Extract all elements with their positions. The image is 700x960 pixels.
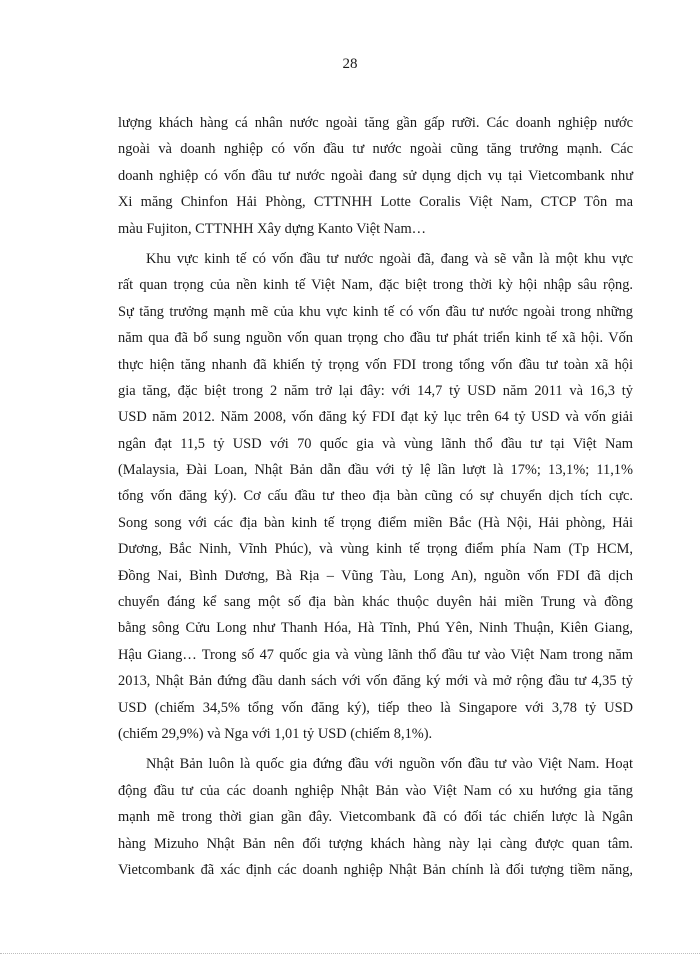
text-line: Hậu Giang… Trong số 47 quốc gia và vùng lãnh thổ đầu tư vào Việt Nam trong năm <box>118 646 633 663</box>
text-line: USD (chiếm 34,5% tổng vốn đăng ký), tiếp theo là Singapore với 3,78 tỷ USD <box>118 699 633 716</box>
text-line: bằng sông Cửu Long như Thanh Hóa, Hà Tĩnh, Phú Yên, Ninh Thuận, Kiên Giang, <box>118 620 633 637</box>
text-line: màu Fujiton, CTTNHH Xây dựng Kanto Việt Nam… <box>118 220 427 237</box>
body-text <box>118 110 633 883</box>
text-line: (Malaysia, Đài Loan, Nhật Bản dẫn đầu với tỷ lệ lần lượt là 17%; 13,1%; 11,1% <box>118 462 633 479</box>
text-line: Khu vực kinh tế có vốn đầu tư nước ngoài đã, đang và sẽ vẫn là một khu vực <box>146 250 633 267</box>
text-line: doanh nghiệp có vốn đầu tư nước ngoài đang sử dụng dịch vụ tại Vietcombank như <box>118 167 633 184</box>
page-bottom-divider <box>0 953 700 954</box>
text-line: hàng Mizuho Nhật Bản nên đối tượng khách hàng này lại càng được quan tâm. <box>118 835 633 852</box>
text-line: mạnh mẽ trong thời gian gần đây. Vietcombank đã có đối tác chiến lược là Ngân <box>118 809 633 826</box>
text-line: Xi măng Chinfon Hải Phòng, CTTNHH Lotte Coralis Việt Nam, CTCP Tôn ma <box>118 194 633 211</box>
text-line: USD năm 2012. Năm 2008, vốn đăng ký FDI đạt kỷ lục trên 64 tỷ USD và vốn giải <box>118 409 633 426</box>
text-line: 2013, Nhật Bản đứng đầu danh sách với vốn đăng ký mới và mở rộng đầu tư 4,35 tỷ <box>118 673 633 690</box>
text-line: rất quan trọng của nền kinh tế Việt Nam, đặc biệt trong thời kỳ hội nhập sâu rộng. <box>118 277 633 294</box>
text-line: thực hiện tăng nhanh đã khiến tỷ trọng vốn FDI trong tổng vốn đầu tư toàn xã hội <box>118 356 633 373</box>
text-line: chuyển đáng kể sang một số địa bàn khác thuộc duyên hải miền Trung và đồng <box>118 594 633 611</box>
paragraph-2 <box>118 246 633 747</box>
text-line: Sự tăng trưởng mạnh mẽ của khu vực kinh tế có vốn đầu tư nước ngoài trong những <box>118 303 633 320</box>
text-line: Vietcombank đã xác định các doanh nghiệp Nhật Bản chính là đối tượng tiềm năng, <box>118 861 633 878</box>
text-line: lượng khách hàng cá nhân nước ngoài tăng gần gấp rưỡi. Các doanh nghiệp nước <box>118 115 633 131</box>
text-line: tổng vốn đăng ký). Cơ cấu đầu tư theo địa bàn cũng có sự chuyển dịch tích cực. <box>118 488 633 505</box>
text-line: ngân đạt 11,5 tỷ USD với 70 quốc gia và vùng lãnh thổ đầu tư tại Việt Nam <box>118 435 633 452</box>
paragraph-3 <box>118 751 633 883</box>
text-line: (chiếm 29,9%) và Nga với 1,01 tỷ USD (chiếm 8,1%). <box>118 725 433 742</box>
text-line: Nhật Bản luôn là quốc gia đứng đầu với nguồn vốn đầu tư vào Việt Nam. Hoạt <box>146 756 633 773</box>
text-line: Đồng Nai, Bình Dương, Bà Rịa – Vũng Tàu, Long An), nguồn vốn FDI đã dịch <box>118 567 633 584</box>
text-line: Song song với các địa bàn kinh tế trọng điểm miền Bắc (Hà Nội, Hải phòng, Hải <box>118 514 633 531</box>
text-line: năm qua đã bổ sung nguồn vốn quan trọng cho đầu tư phát triển kinh tế xã hội. Vốn <box>118 330 633 347</box>
text-line: Dương, Bắc Ninh, Vĩnh Phúc), và vùng kinh tế trọng điểm phía Nam (Tp HCM, <box>118 541 633 558</box>
text-line: ngoài và doanh nghiệp có vốn đầu tư nước ngoài cũng tăng trưởng mạnh. Các <box>118 141 633 158</box>
text-line: gia tăng, đặc biệt trong 2 năm trở lại đây: với 14,7 tỷ USD năm 2011 và 16,3 tỷ <box>118 382 633 399</box>
paragraph-1 <box>118 110 633 242</box>
text-line: động đầu tư của các doanh nghiệp Nhật Bản vào Việt Nam có xu hướng gia tăng <box>118 782 633 799</box>
page-number: 28 <box>342 56 358 72</box>
